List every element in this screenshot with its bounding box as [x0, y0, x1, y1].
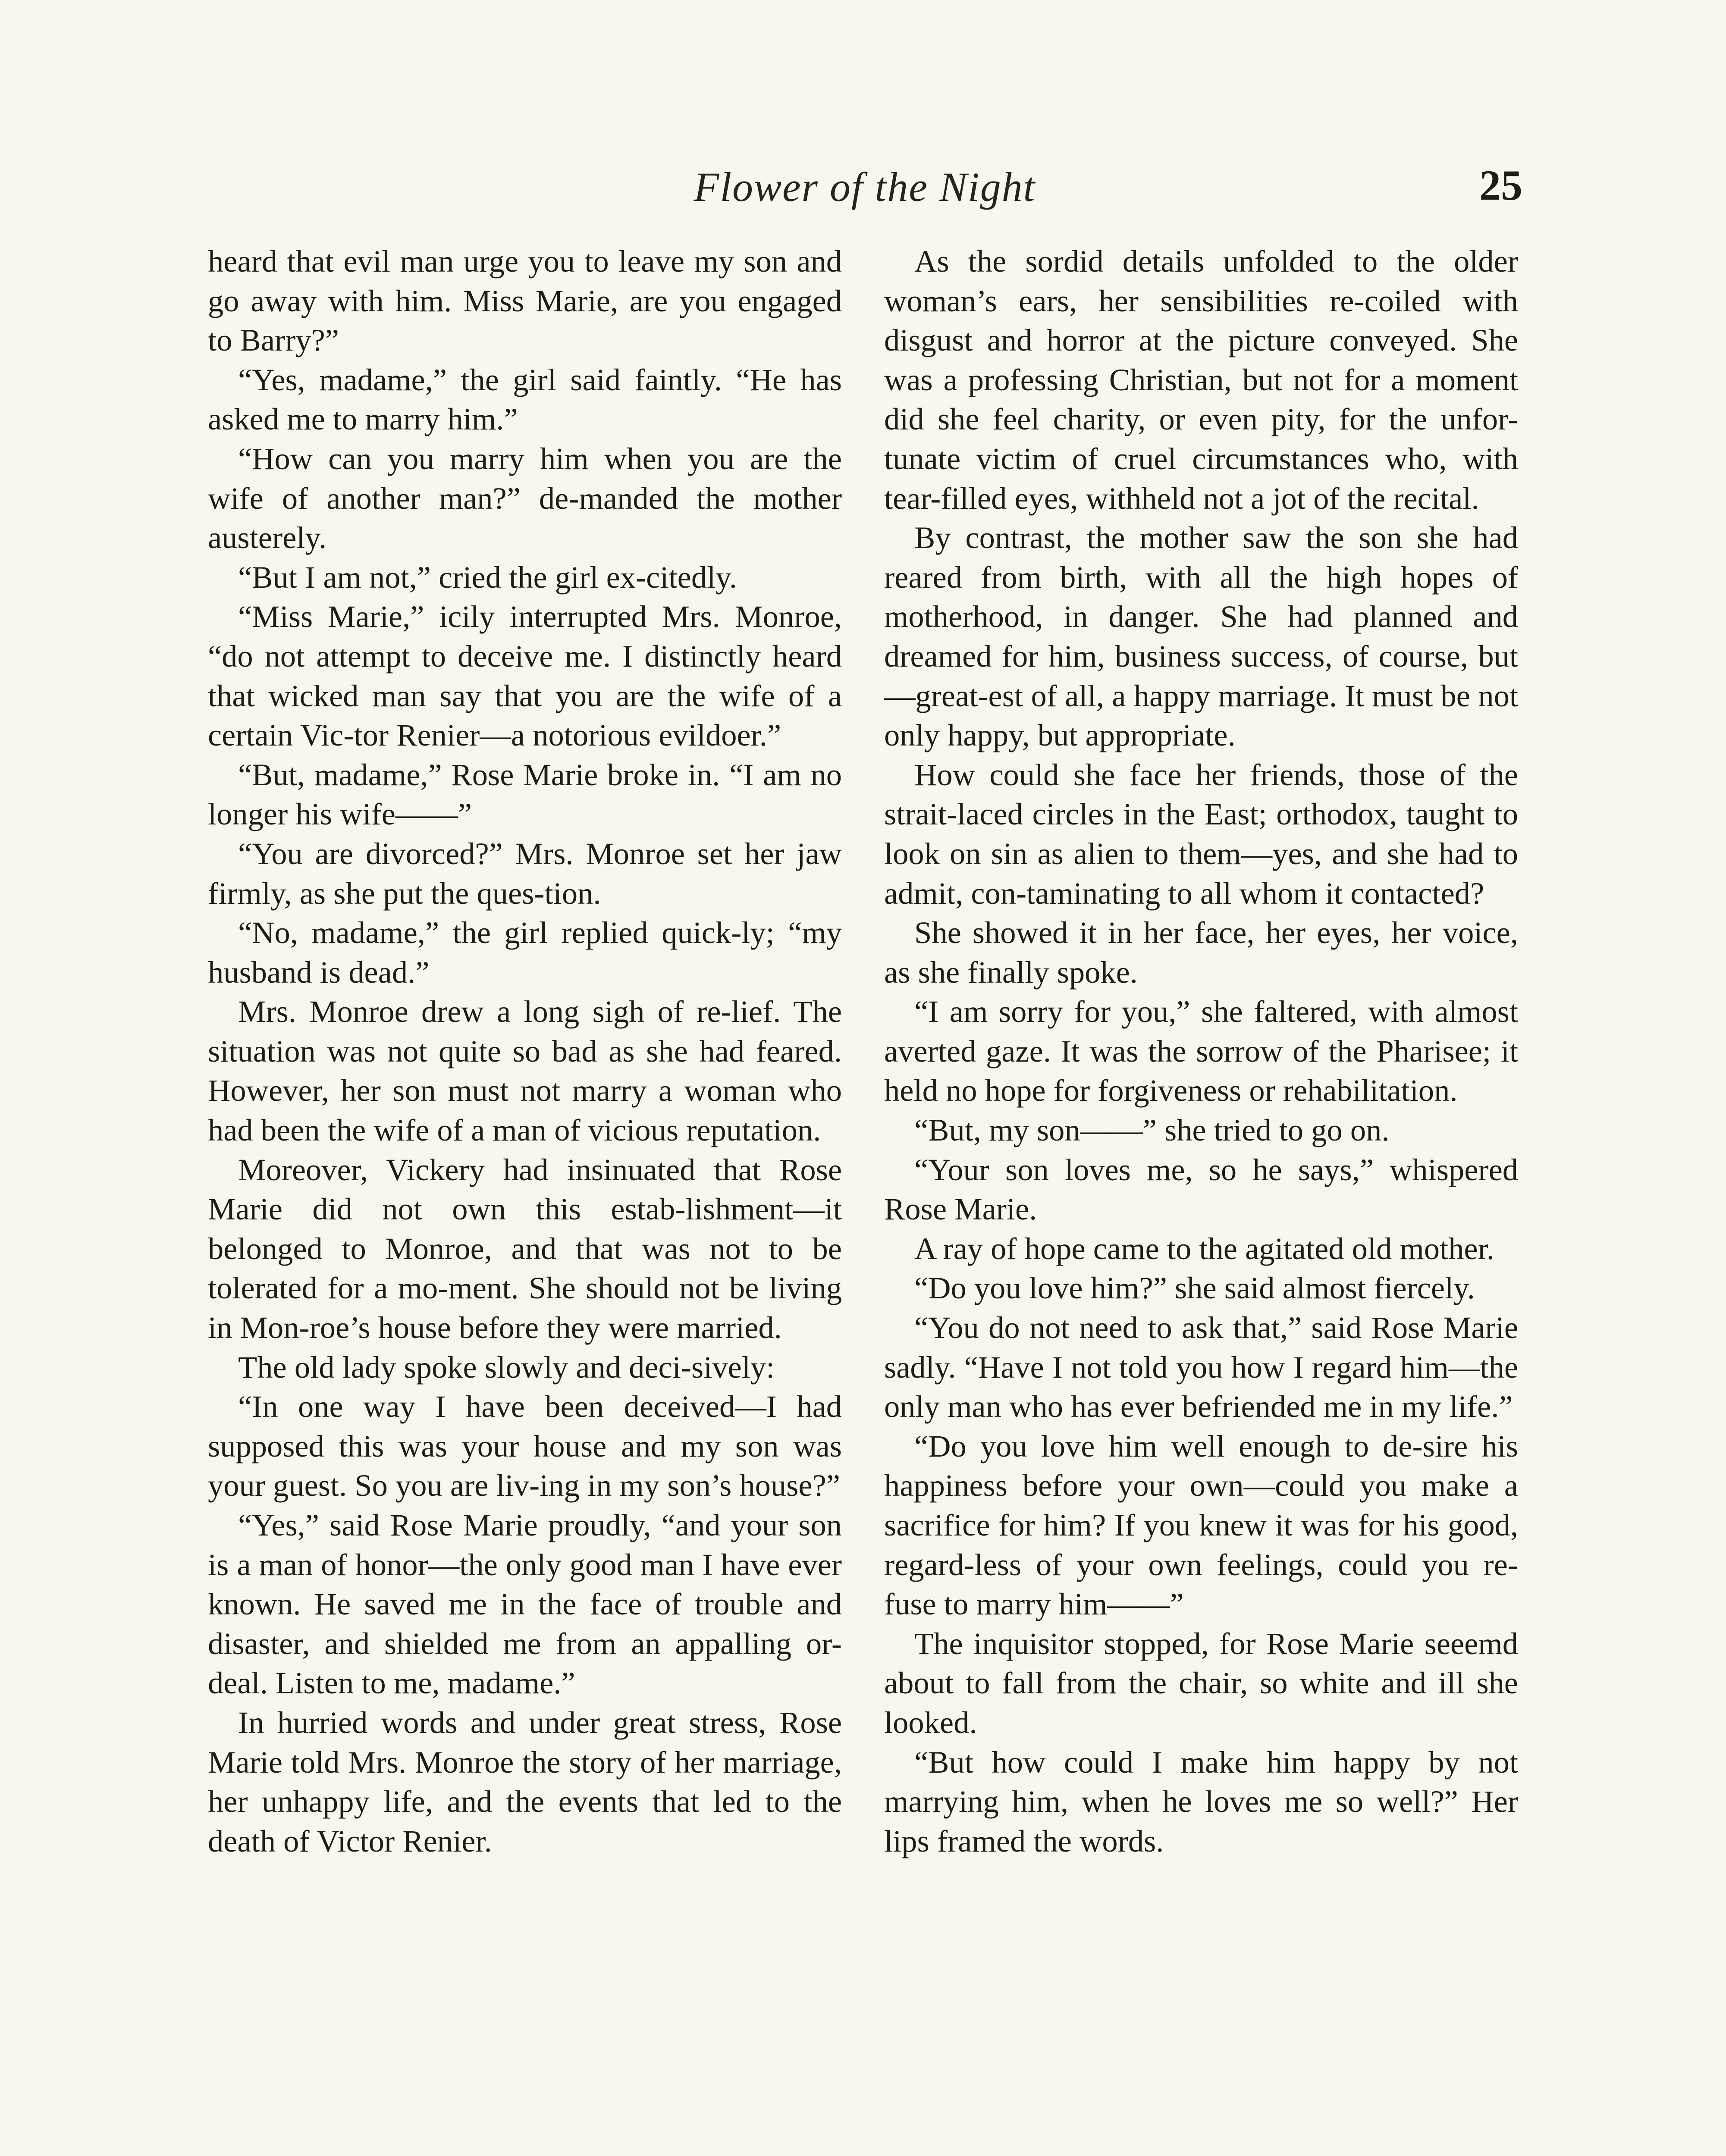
paragraph: “Do you love him?” she said almost fiercely.	[914, 1270, 1475, 1306]
running-title: Flower of the Night	[694, 164, 1036, 210]
page-header	[207, 163, 1522, 232]
paragraph: The old lady spoke slowly and deci-sively:	[238, 1349, 775, 1385]
paragraph: “How can you marry him when you are the wife of another man?” de-manded the mother austerely.	[208, 441, 842, 555]
paragraph: “But how could I make him happy by not marrying him, when he loves me so well?” Her lips framed the words.	[884, 1744, 1518, 1858]
paragraph: “Yes,” said Rose Marie proudly, “and your son is a man of honor—the only good man I have ever known. He saved me in the face of trouble and disaster, and shielded me from an appalling or-deal. Listen to me, madame.”	[208, 1507, 842, 1701]
paragraph: How could she face her friends, those of the strait-laced circles in the East; orthodox, taught to look on sin as alien to them—yes, and she had to admit, con-taminating to all whom it contacted?	[884, 757, 1518, 911]
paragraph: A ray of hope came to the agitated old mother.	[914, 1231, 1494, 1266]
paragraph: She showed it in her face, her eyes, her voice, as she finally spoke.	[884, 915, 1518, 990]
paragraph: Moreover, Vickery had insinuated that Rose Marie did not own this estab-lishment—it belonged to Monroe, and that was not to be tolerated for a mo-ment. She should not be living in Mon-roe’s house before they were married.	[208, 1152, 842, 1345]
paragraph: “But, madame,” Rose Marie broke in. “I am no longer his wife——”	[208, 757, 842, 832]
paragraph: “Miss Marie,” icily interrupted Mrs. Monroe, “do not attempt to deceive me. I distinctly heard that wicked man say that you are the wife of a certain Vic-tor Renier—a notorious evildoer.”	[208, 599, 842, 753]
paragraph: “In one way I have been deceived—I had supposed this was your house and my son was your guest. So you are liv-ing in my son’s house?”	[208, 1389, 842, 1503]
paragraph: “Do you love him well enough to de-sire his happiness before your own—could you make a sacrifice for him? If you knew it was for his good, regard-less of your own feelings, could you re-fuse to marry him——”	[884, 1428, 1518, 1622]
paragraph: “No, madame,” the girl replied quick-ly; “my husband is dead.”	[208, 915, 842, 990]
left-column	[208, 241, 842, 1861]
paragraph: As the sordid details unfolded to the older woman’s ears, her sensibilities re-coiled with disgust and horror at the picture conveyed. She was a professing Christian, but not for a moment did she feel charity, or even pity, for the unfor-tunate victim of cruel circumstances who, with tear-filled eyes, withheld not a jot of the recital.	[884, 244, 1518, 516]
page-number: 25	[1479, 161, 1522, 209]
paragraph: The inquisitor stopped, for Rose Marie seeemd about to fall from the chair, so white and ill she looked.	[884, 1626, 1518, 1740]
paragraph: By contrast, the mother saw the son she had reared from birth, with all the high hopes of motherhood, in danger. She had planned and dreamed for him, business success, of course, but—great-est of all, a happy marriage. It must be not only happy, but appropriate.	[884, 520, 1518, 753]
paragraph: Mrs. Monroe drew a long sigh of re-lief. The situation was not quite so bad as she had feared. However, her son must not marry a woman who had been the wife of a man of vicious reputation.	[208, 994, 842, 1148]
paragraph: “But I am not,” cried the girl ex-citedly.	[238, 559, 737, 595]
paragraph: “But, my son——” she tried to go on.	[914, 1112, 1390, 1148]
paragraph: “You are divorced?” Mrs. Monroe set her jaw firmly, as she put the ques-tion.	[208, 836, 842, 911]
right-column	[884, 241, 1518, 1861]
paragraph: “You do not need to ask that,” said Rose Marie sadly. “Have I not told you how I regard him—the only man who has ever befriended me in my life.”	[884, 1310, 1518, 1424]
paragraph: heard that evil man urge you to leave my son and go away with him. Miss Marie, are you engaged to Barry?”	[208, 244, 842, 358]
paragraph: In hurried words and under great stress, Rose Marie told Mrs. Monroe the story of her marriage, her unhappy life, and the events that led to the death of Victor Renier.	[208, 1705, 842, 1858]
paragraph: “I am sorry for you,” she faltered, with almost averted gaze. It was the sorrow of the Pharisee; it held no hope for forgiveness or rehabilitation.	[884, 994, 1518, 1108]
paragraph: “Your son loves me, so he says,” whispered Rose Marie.	[884, 1152, 1518, 1227]
paragraph: “Yes, madame,” the girl said faintly. “He has asked me to marry him.”	[208, 362, 842, 437]
